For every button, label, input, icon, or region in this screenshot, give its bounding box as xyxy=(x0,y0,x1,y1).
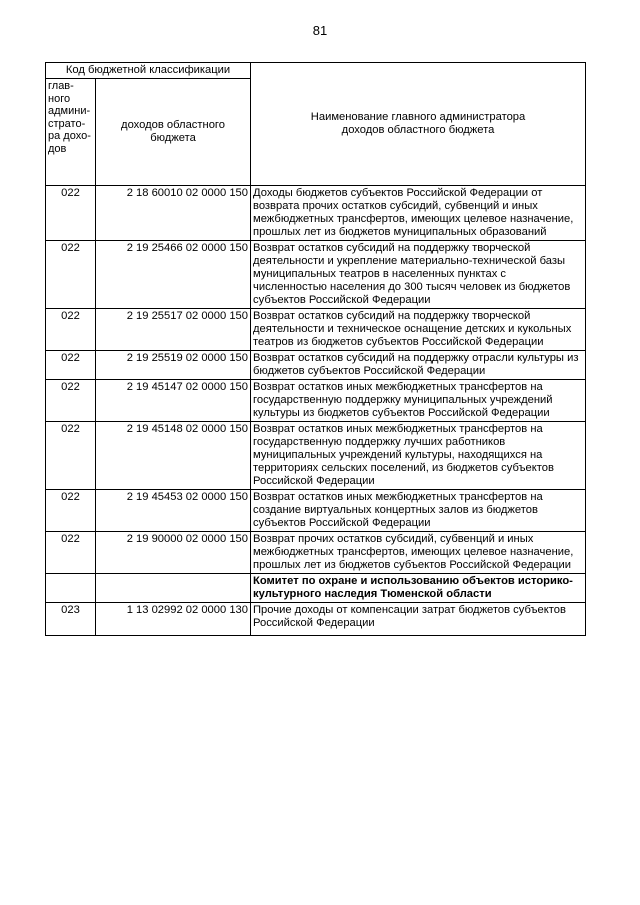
header-administrator-name: Наименование главного администратора доходов областного бюджета xyxy=(251,63,586,186)
admin-code: 022 xyxy=(46,241,96,309)
revenue-code: 2 19 25519 02 0000 150 xyxy=(96,351,251,380)
revenue-code: 2 18 60010 02 0000 150 xyxy=(96,186,251,241)
administrator-name: Доходы бюджетов субъектов Российской Федерации от возврата прочих остатков субсидий, субвенций и иных межбюджетных трансфертов, имеющих целевое назначение, прошлых лет из бюджетов муниципальных образований xyxy=(251,186,586,241)
administrator-name: Возврат остатков иных межбюджетных трансфертов на государственную поддержку муниципальных учреждений культуры из бюджетов субъектов Российской Федерации xyxy=(251,380,586,422)
administrator-name: Возврат остатков иных межбюджетных трансфертов на государственную поддержку лучших работников муниципальных учреждений культуры, находящихся на территориях сельских поселений, из бюджетов субъектов Российской Федерации xyxy=(251,422,586,490)
table-row xyxy=(46,351,586,380)
table-row xyxy=(46,603,586,636)
revenue-code: 2 19 45148 02 0000 150 xyxy=(96,422,251,490)
admin-code: 022 xyxy=(46,309,96,351)
administrator-name: Возврат остатков иных межбюджетных трансфертов на создание виртуальных концертных залов из бюджетов субъектов Российской Федерации xyxy=(251,490,586,532)
administrator-section-title: Комитет по охране и использованию объектов историко-культурного наследия Тюменской области xyxy=(251,574,586,603)
admin-code: 023 xyxy=(46,603,96,636)
header-revenue-code: доходов областного бюджета xyxy=(96,79,251,186)
admin-code: 022 xyxy=(46,532,96,574)
table-row xyxy=(46,241,586,309)
admin-code: 022 xyxy=(46,490,96,532)
revenue-code: 2 19 45147 02 0000 150 xyxy=(96,380,251,422)
revenue-code: 2 19 25466 02 0000 150 xyxy=(96,241,251,309)
budget-classification-table xyxy=(45,62,586,636)
revenue-code xyxy=(96,574,251,603)
header-classification-code: Код бюджетной классификации xyxy=(46,63,251,79)
admin-code: 022 xyxy=(46,186,96,241)
administrator-name: Возврат прочих остатков субсидий, субвенций и иных межбюджетных трансфертов, имеющих целевое назначение, прошлых лет из бюджетов субъектов Российской Федерации xyxy=(251,532,586,574)
administrator-name: Возврат остатков субсидий на поддержку творческой деятельности и укрепление материально-технической базы муниципальных театров в населенных пунктах с численностью населения до 300 тысяч человек из бюджетов субъектов Российской Федерации xyxy=(251,241,586,309)
admin-code: 022 xyxy=(46,422,96,490)
admin-code: 022 xyxy=(46,380,96,422)
table-header-row xyxy=(46,63,586,79)
administrator-name: Возврат остатков субсидий на поддержку отрасли культуры из бюджетов субъектов Российской Федерации xyxy=(251,351,586,380)
revenue-code: 2 19 45453 02 0000 150 xyxy=(96,490,251,532)
revenue-code: 2 19 25517 02 0000 150 xyxy=(96,309,251,351)
revenue-code: 1 13 02992 02 0000 130 xyxy=(96,603,251,636)
table-row xyxy=(46,380,586,422)
admin-code: 022 xyxy=(46,351,96,380)
table-row xyxy=(46,490,586,532)
admin-code xyxy=(46,574,96,603)
table-row xyxy=(46,532,586,574)
header-chief-administrator: глав- ного админи- страто- ра дохо- дов xyxy=(46,79,96,186)
revenue-code: 2 19 90000 02 0000 150 xyxy=(96,532,251,574)
page-number: 81 xyxy=(312,23,328,38)
table-row xyxy=(46,186,586,241)
table-row xyxy=(46,309,586,351)
administrator-name: Прочие доходы от компенсации затрат бюджетов субъектов Российской Федерации xyxy=(251,603,586,636)
administrator-name: Возврат остатков субсидий на поддержку творческой деятельности и техническое оснащение детских и кукольных театров из бюджетов субъектов Российской Федерации xyxy=(251,309,586,351)
table-row-section-heading xyxy=(46,574,586,603)
table-row xyxy=(46,422,586,490)
